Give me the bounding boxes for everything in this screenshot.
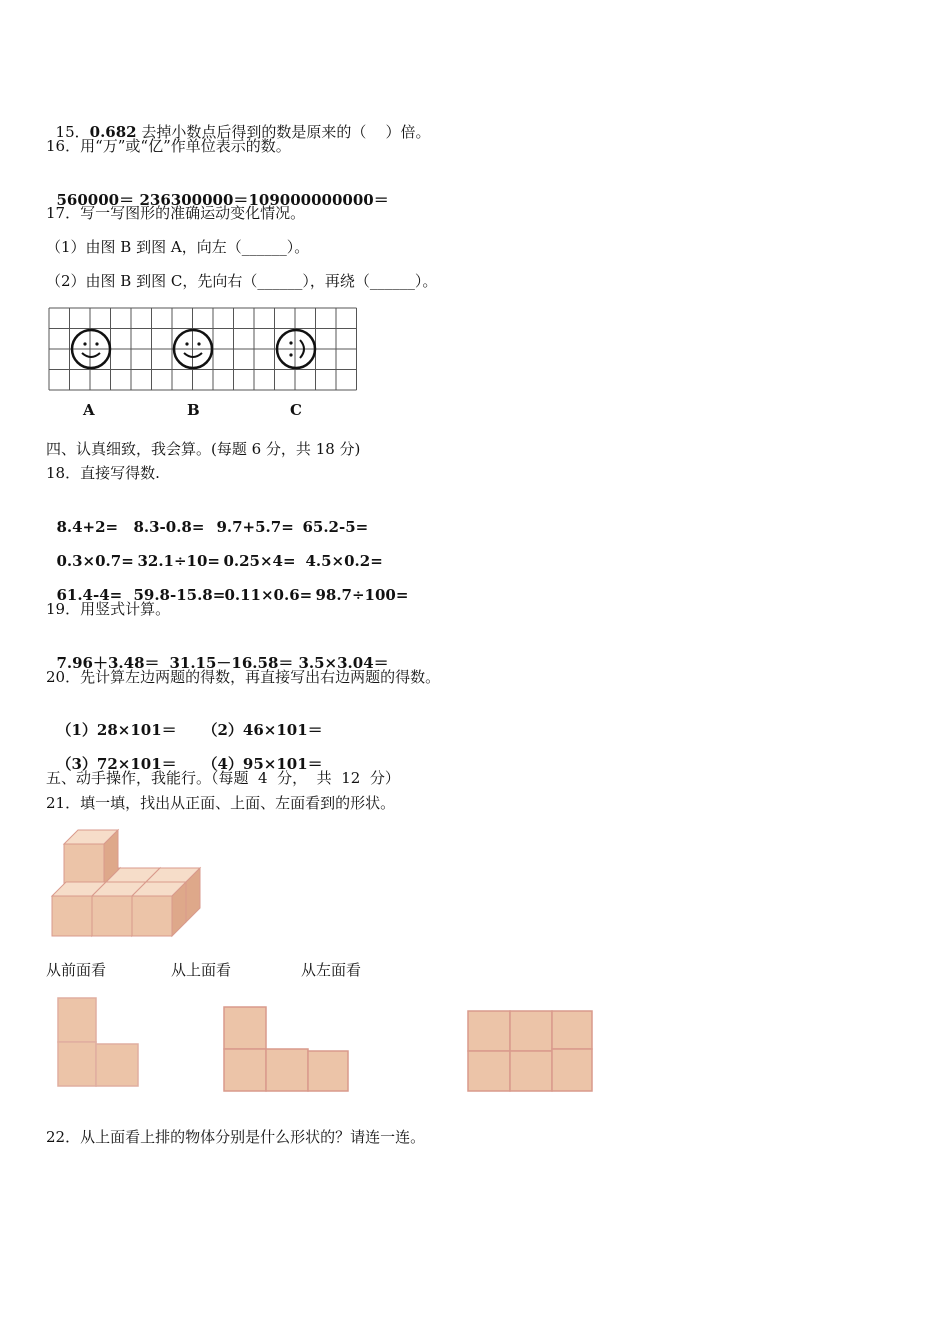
q16-item: 560000＝ (56, 191, 135, 209)
q16-item: 109000000000＝ (248, 191, 389, 209)
q18-item: 0.25×4= (223, 552, 296, 570)
smiley-grid-figure (46, 305, 366, 425)
q16-title: 16．用“万”或“亿”作单位表示的数。 (46, 137, 291, 155)
q18-item: 8.4+2= (56, 518, 119, 536)
q18-title: 18．直接写得数. (46, 464, 160, 482)
view-label-left: 从左面看 (301, 961, 362, 979)
q20-item: （4）95×101＝ (202, 755, 323, 773)
q22-title: 22．从上面看上排的物体分别是什么形状的？请连一连。 (46, 1128, 426, 1146)
q18-item: 98.7÷100= (315, 586, 409, 604)
q20-item: （1）28×101＝ (56, 721, 177, 739)
view-shape-2 (222, 1005, 352, 1095)
view-label-top: 从上面看 (171, 961, 232, 979)
label-c: C (290, 401, 302, 419)
q18-item: 59.8-15.8= (133, 586, 226, 604)
q16-item: 236300000＝ (139, 191, 249, 209)
label-b: B (187, 401, 200, 419)
q15-value: 0.682 (89, 123, 137, 141)
q21-title: 21．填一填，找出从正面、上面、左面看到的形状。 (46, 794, 396, 812)
q19-item: 3.5×3.04＝ (298, 654, 389, 672)
q20-item: （3）72×101＝ (56, 755, 177, 773)
view-label-front: 从前面看 (46, 961, 107, 979)
q15-text: 去掉小数点后得到的数是原来的（ ）倍。 (136, 123, 431, 141)
cube-stack-figure (46, 828, 206, 940)
view-shape-1 (56, 996, 146, 1091)
q18-item: 9.7+5.7= (216, 518, 294, 536)
q17-sub2: （2）由图 B 到图 C，先向右（______），再绕（______）。 (46, 272, 438, 290)
q20-title: 20．先计算左边两题的得数，再直接写出右边两题的得数。 (46, 668, 441, 686)
q18-item: 32.1÷10= (137, 552, 220, 570)
q18-item: 61.4-4= (56, 586, 123, 604)
q15-number: 15． (55, 123, 90, 141)
q17-title: 17．写一写图形的准确运动变化情况。 (46, 204, 306, 222)
q17-sub1: （1）由图 B 到图 A，向左（______）。 (46, 238, 310, 256)
q19-title: 19．用竖式计算。 (46, 600, 171, 618)
q19-item: 31.15－16.58＝ (169, 654, 294, 672)
q18-item: 0.11×0.6= (224, 586, 313, 604)
q18-item: 0.3×0.7= (56, 552, 134, 570)
q18-item: 8.3-0.8= (133, 518, 205, 536)
section-4-heading: 四、认真细致，我会算。(每题 6 分，共 18 分) (46, 440, 361, 458)
q19-item: 7.96＋3.48＝ (56, 654, 160, 672)
section-5-heading: 五、动手操作，我能行。（每题 4 分， 共 12 分） (46, 769, 400, 787)
q20-item: （2）46×101＝ (202, 721, 323, 739)
q18-item: 4.5×0.2= (305, 552, 383, 570)
view-shape-3 (466, 1009, 596, 1093)
q18-item: 65.2-5= (302, 518, 369, 536)
label-a: A (83, 401, 95, 419)
